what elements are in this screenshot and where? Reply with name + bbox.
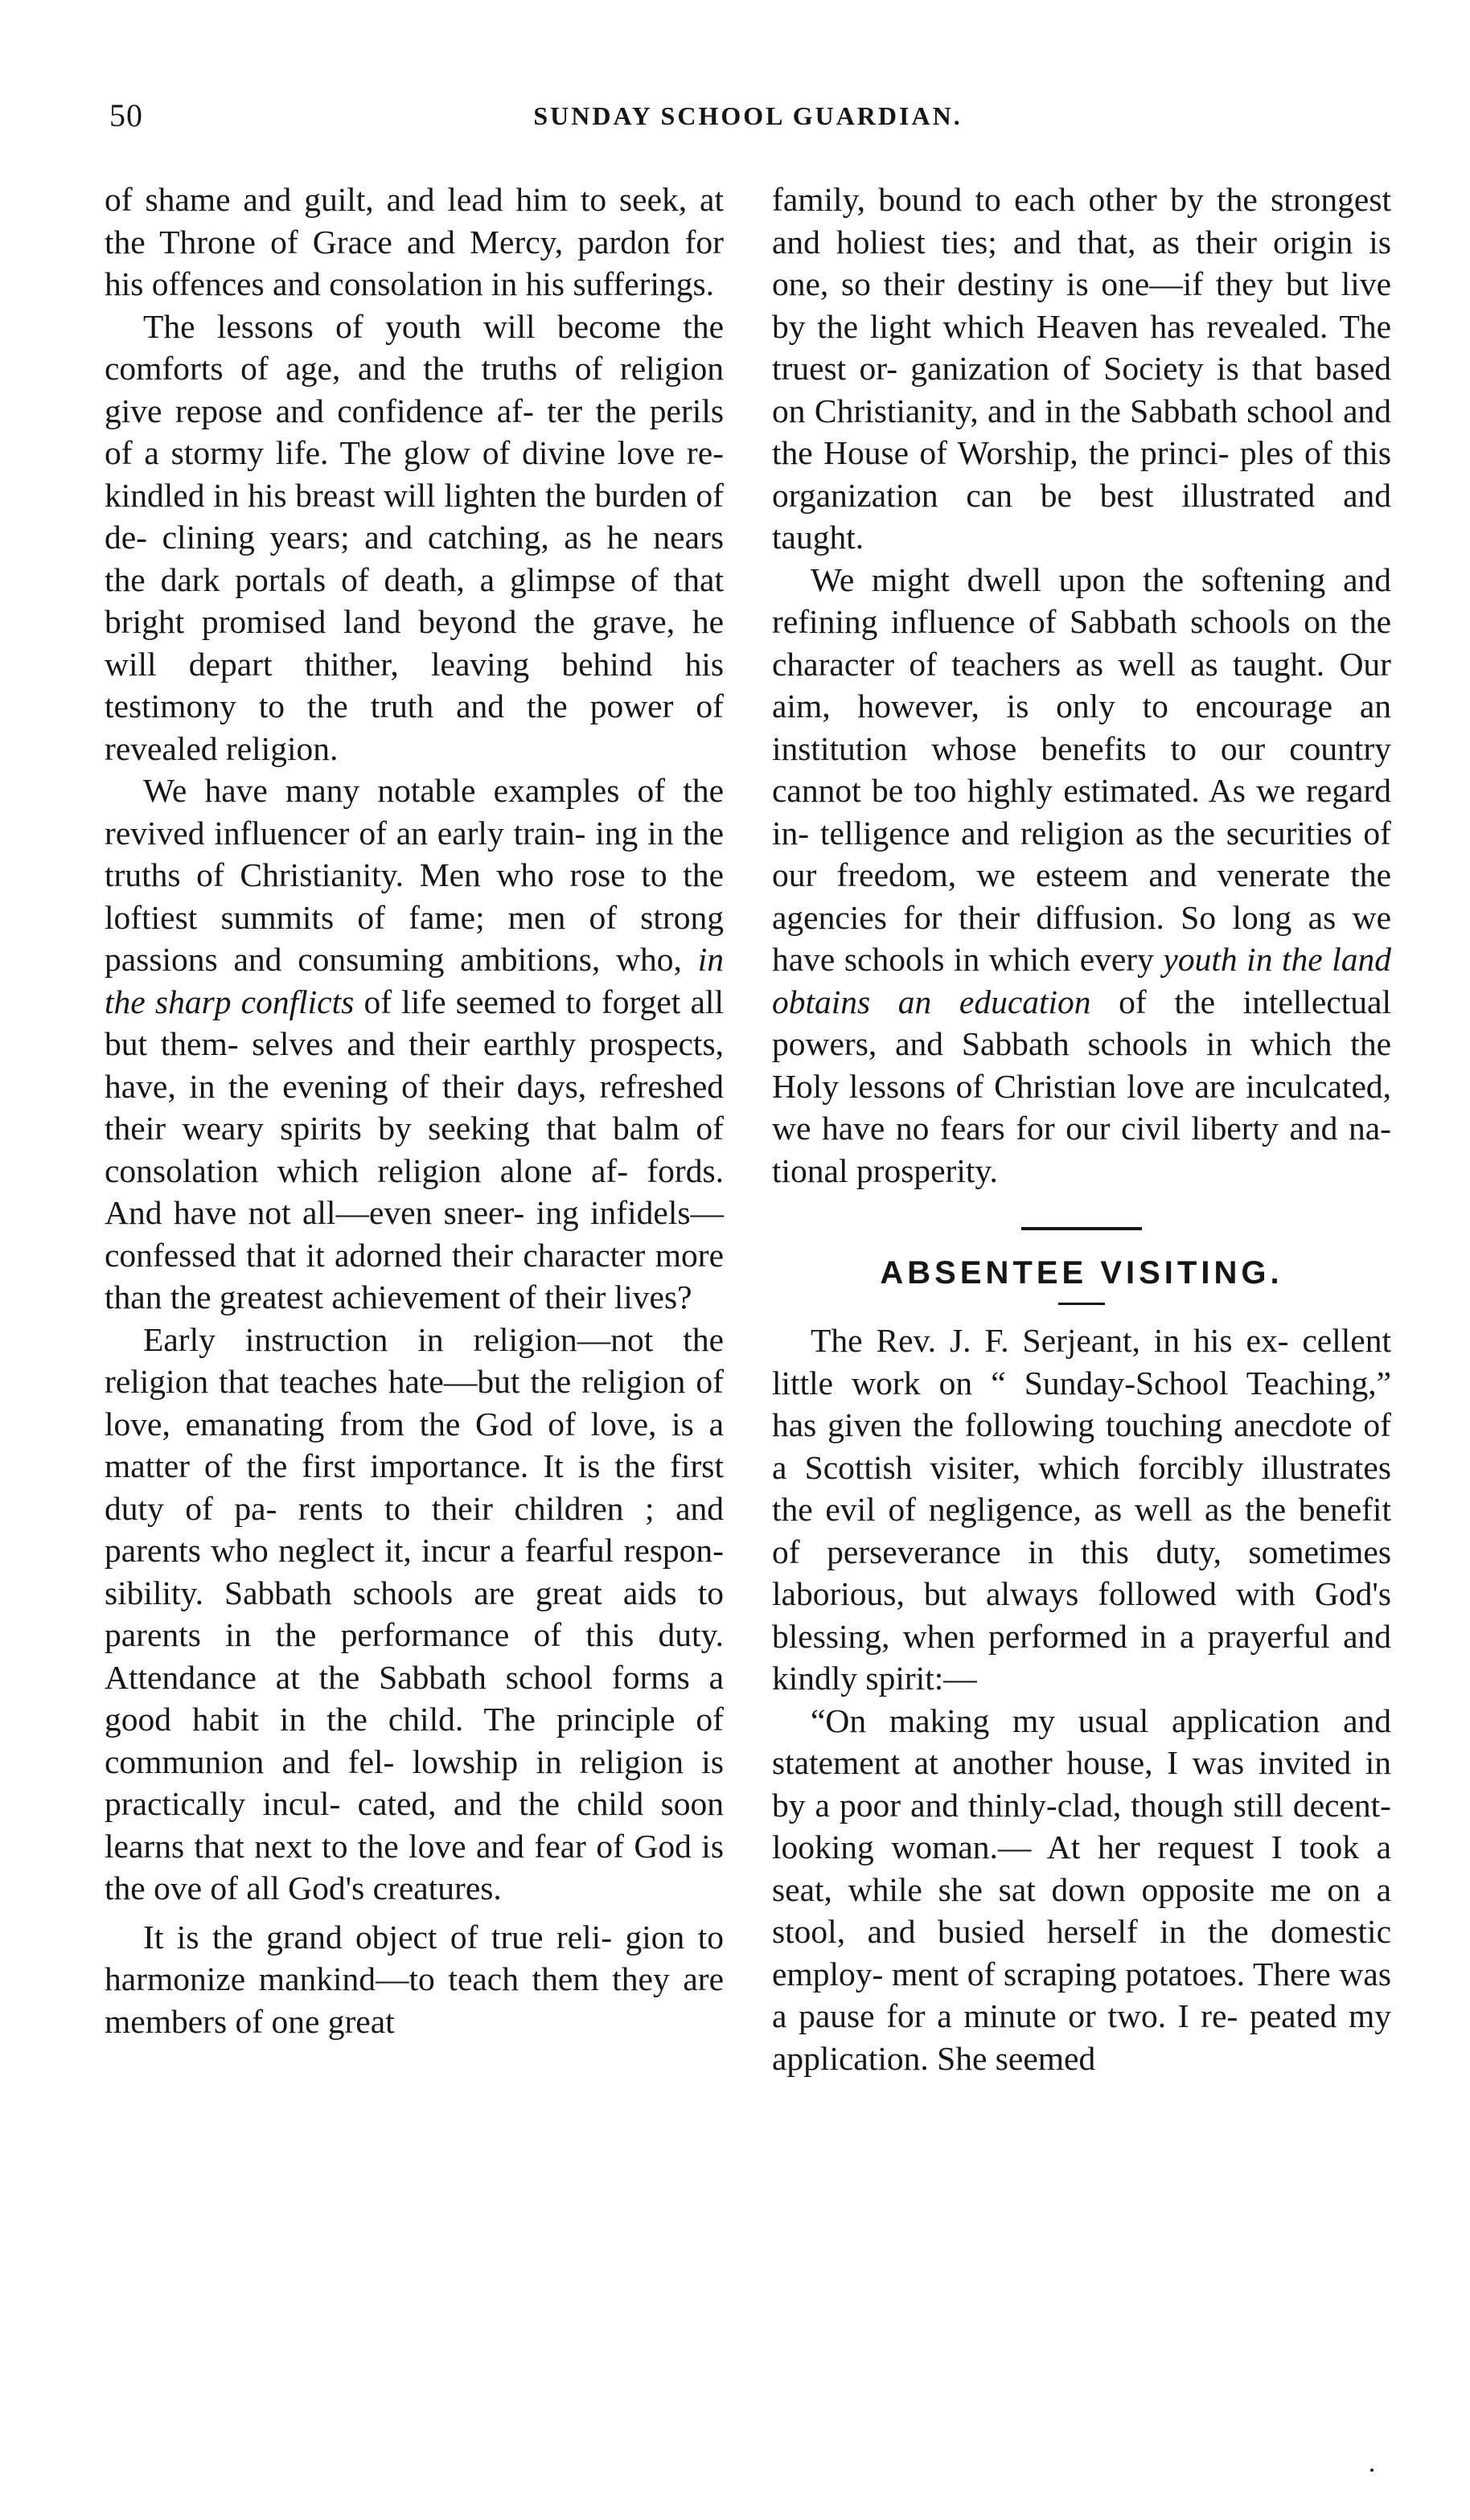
left-paragraph-1: of shame and guilt, and lead him to seek, at the Throne of Grace and Mercy, pardon for his offences and consolation in his sufferings. [105, 181, 724, 302]
left-paragraph-2: The lessons of youth will become the comforts of age, and the truths of religion give repose and confidence af- ter the perils of a stormy life. The glow of divine love re-kindled in his breast will lighten the burden of de- clining years; and catching, as he nears the dark portals of death, a glimpse of that bright promised land beyond the grave, he will depart thither, leaving behind his testimony to the truth and the power of revealed religion. [105, 307, 724, 767]
page-number: 50 [109, 97, 143, 133]
right-paragraph-2-end: of the intellectual powers, and Sabbath schools in which the Holy lessons of Christian love are inculcated, we have no fears for our civil liberty and na- tional prosperity. [772, 983, 1391, 1189]
page [105, 88, 1391, 2460]
journal-title: SUNDAY SCHOOL GUARDIAN. [533, 101, 963, 130]
right-paragraph-1: family, bound to each other by the strongest and holiest ties; and that, as their origin is one, so their destiny is one—if they but live by the light which Heaven has revealed. The truest or- ganization of Society is that based on Christianity, and in the Sabbath school and the House of Worship, the princi- ples of this organization can be best illustrated and taught. [772, 181, 1391, 556]
right-paragraph-2-start: We might dwell upon the softening and refining influence of Sabbath schools on the character of teachers as well as taught. Our aim, however, is only to encourage an institution whose benefits to our country cannot be too highly estimated. As we regard in- telligence and religion as the securities of our freedom, we esteem and venerate the agencies for their diffusion. So long as we have schools in which every [772, 560, 1391, 978]
left-paragraph-5: It is the grand object of true reli- gion to harmonize mankind—to teach them they are members of one great [105, 1918, 724, 2040]
text-columns [105, 179, 1391, 2079]
running-head [105, 88, 1391, 145]
left-paragraph-3-start: We have many notable examples of the revived influencer of an early train- ing in the truths of Christianity. Men who rose to the loftiest summits of fame; men of strong passions and consuming ambitions, who, [105, 772, 724, 978]
section-heading: ABSENTEE VISITING. [880, 1255, 1283, 1291]
left-column [105, 179, 724, 2079]
right-paragraph-2-italic: youth in the land obtains an education [772, 941, 1392, 1020]
left-paragraph-3-rest: of life seemed to forget all but them- selves and their earthly prospects, have, in the evening of their days, refreshed their weary spirits by seeking that balm of consolation which religion alone af- fords. And have not all—even sneer- ing infidels—confessed that it adorned their character more than the greatest achievement of their lives? [105, 983, 724, 1315]
right-paragraph-4: “On making my usual application and statement at another house, I was invited in by a poor and thinly-clad, though still decent-looking woman.— At her request I took a seat, while she sat down opposite me on a stool, and busied herself in the domestic employ- ment of scraping potatoes. There was a pause for a minute or two. I re- peated my application. She seemed [772, 1701, 1391, 2077]
left-paragraph-3-italic: in the sharp conflicts [105, 941, 724, 1020]
heading-underline-rule [1058, 1303, 1105, 1305]
left-paragraph-4: Early instruction in religion—not the religion that teaches hate—but the religion of love, emanating from the God of love, is a matter of the first importance. It is the first duty of pa- rents to their children ; and parents who neglect it, incur a fearful respon- sibility. Sabbath schools are great aids to parents in the performance of this duty. Attendance at the Sabbath school forms a good habit in the child. The principle of communion and fel- lowship in religion is practically incul- cated, and the child soon learns that next to the love and fear of God is the ove of all God's creatures. [105, 1320, 724, 1906]
right-column [772, 179, 1391, 2079]
stray-ink-dot [1370, 2469, 1374, 2472]
section-divider-rule [1021, 1227, 1142, 1230]
right-paragraph-2 [772, 559, 1391, 1192]
left-paragraph-3 [105, 770, 724, 1319]
right-paragraph-3: The Rev. J. F. Serjeant, in his ex- cellent little work on “ Sunday-School Teaching,” has given the following touching anecdote of a Scottish visiter, which forcibly illustrates the evil of negligence, as well as the benefit of perseverance in this duty, sometimes laborious, but always followed with God's blessing, when performed in a prayerful and kindly spirit:— [772, 1322, 1391, 1697]
